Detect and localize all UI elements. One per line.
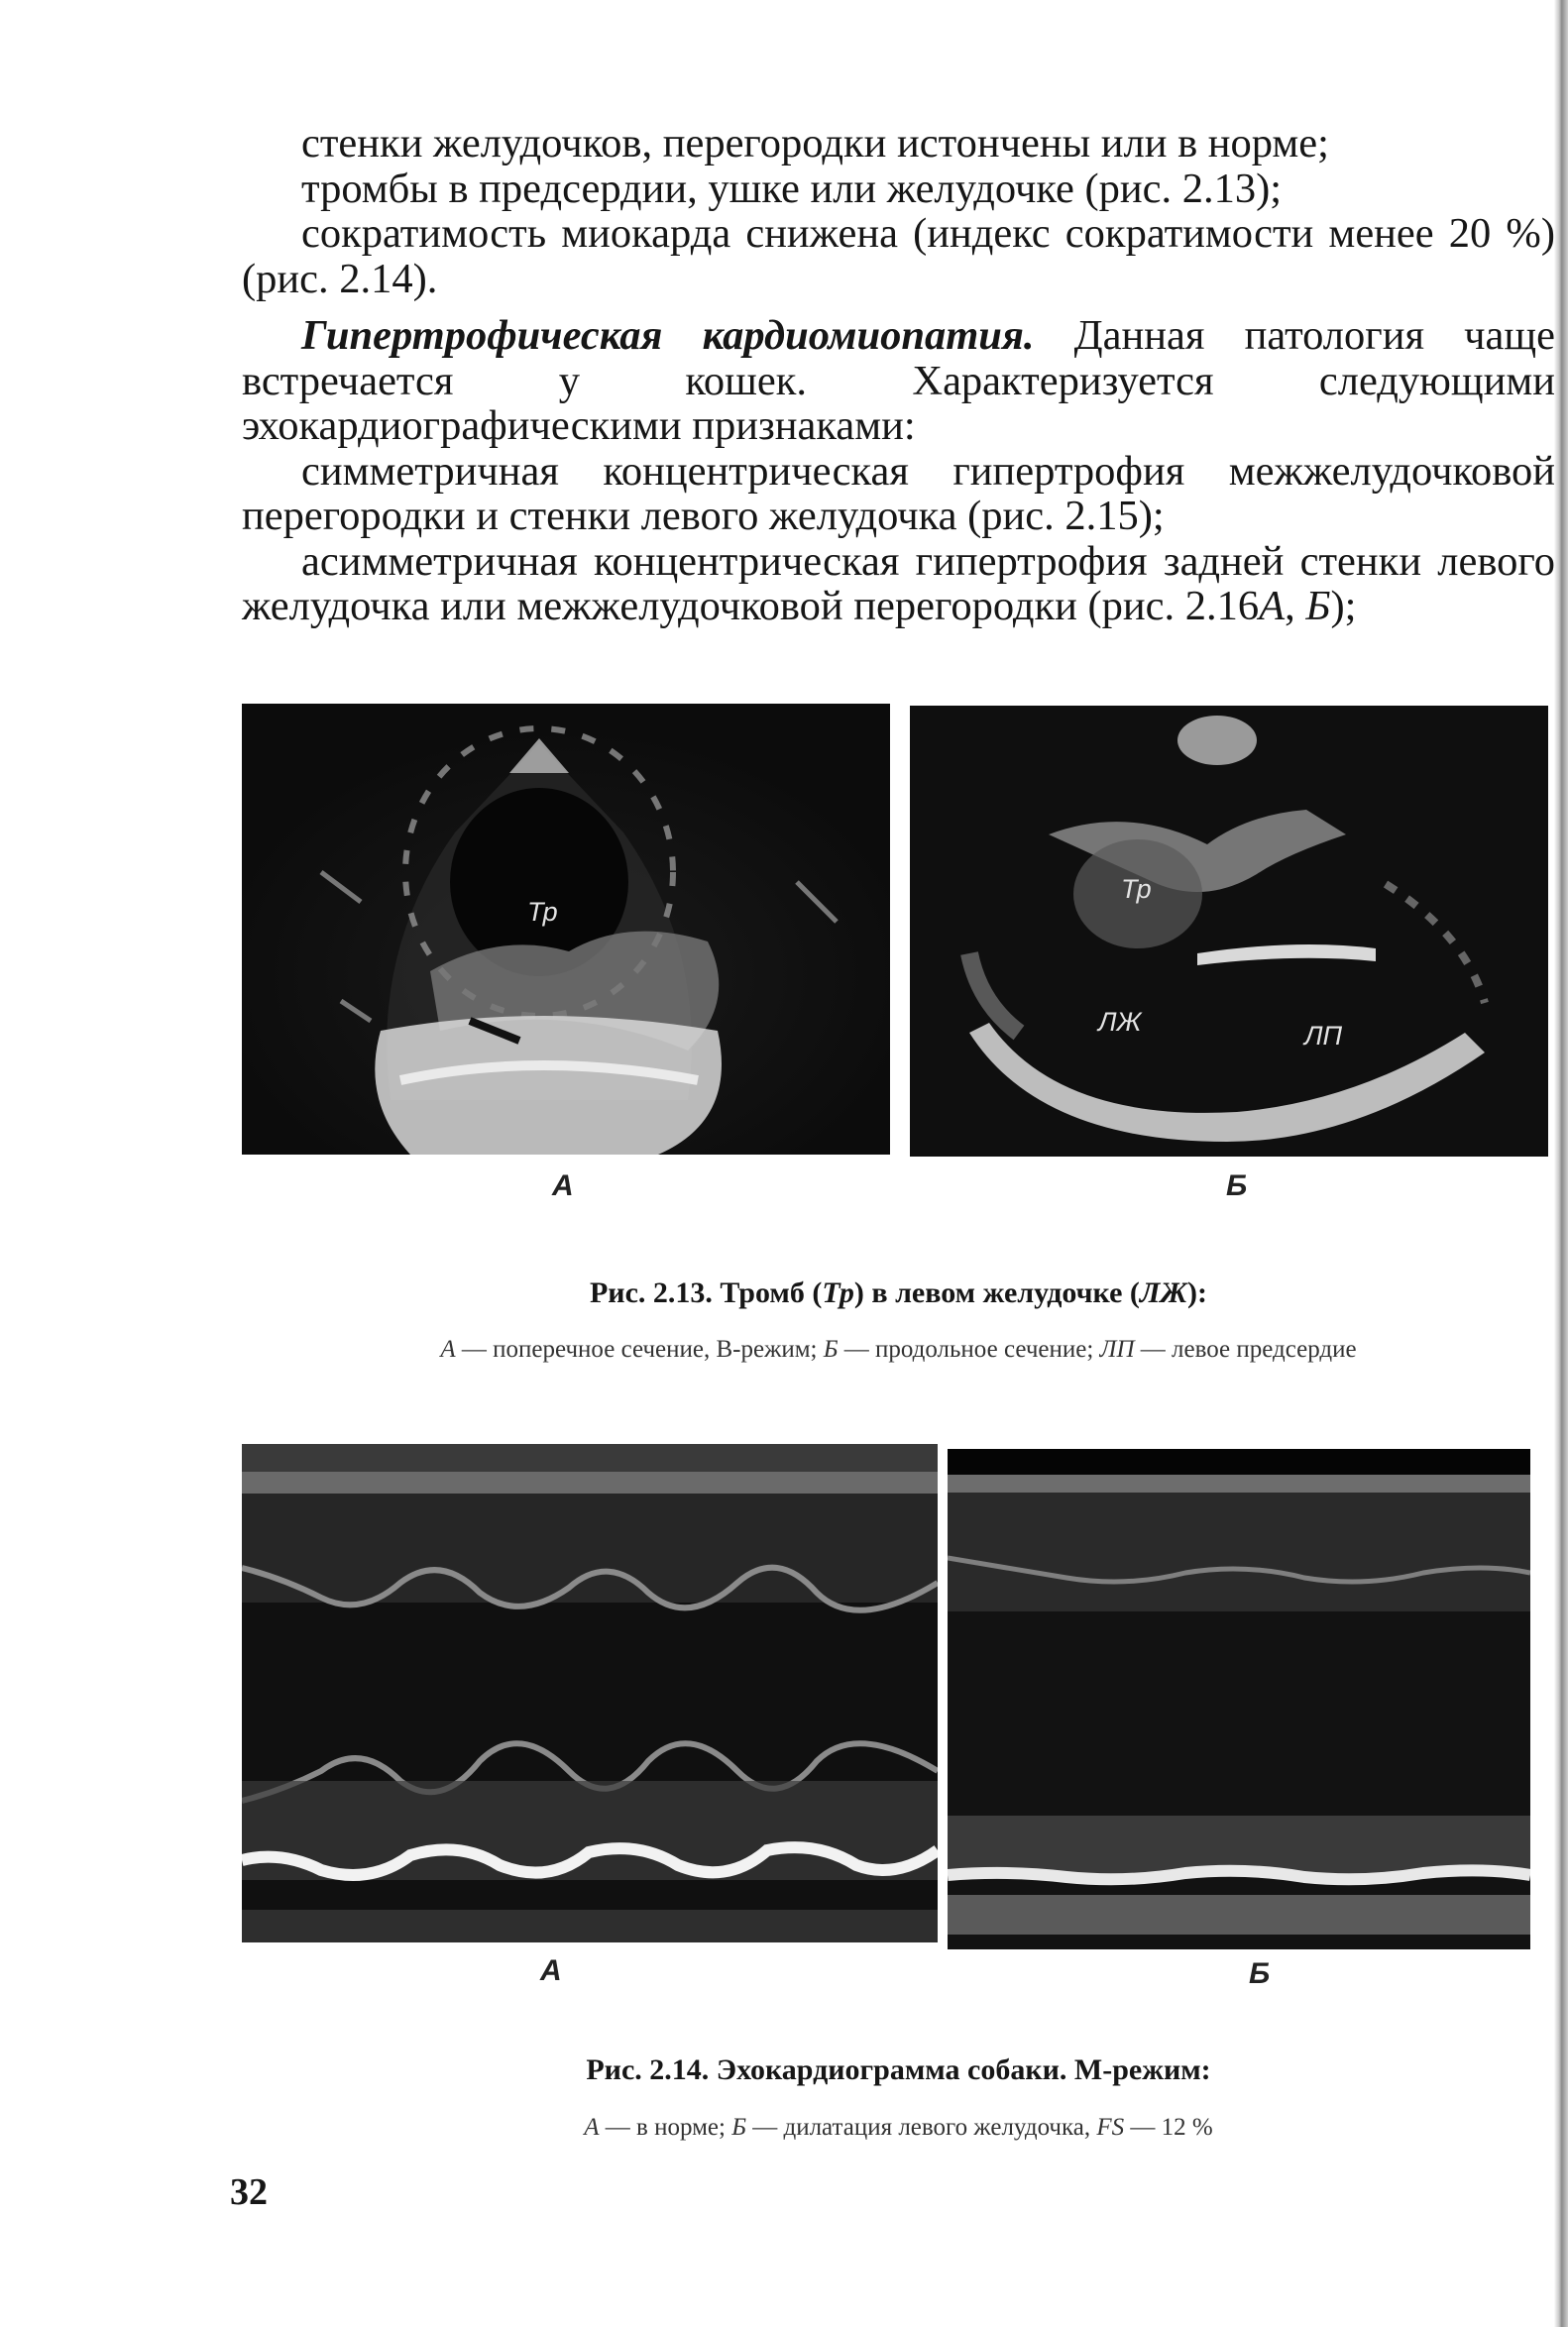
- figure-2-14-letter-a: А: [540, 1954, 562, 1987]
- note-text: — 12 %: [1124, 2114, 1213, 2141]
- paragraph-symmetric: симметричная концентрическая гипертрофия межжелудочковой перегородки и стенки левого желудочка (рис. 2.15);: [242, 447, 1555, 539]
- page-number: 32: [230, 2171, 268, 2213]
- figure-2-14-letter-b: Б: [1249, 1957, 1271, 1990]
- figure-2-14-panel-a-image: [242, 1444, 938, 1942]
- figure-2-13-letter-b: Б: [1226, 1169, 1248, 1202]
- figure-2-13-letter-a: А: [552, 1169, 574, 1202]
- body-text: [242, 121, 1555, 629]
- figure-2-13-panel-a-image: [242, 704, 890, 1155]
- note-text: — поперечное сечение, В-режим;: [455, 1336, 824, 1363]
- figure-ref-separator: ,: [1285, 583, 1306, 629]
- section-title: Гипертрофическая кардиомиопатия.: [301, 312, 1035, 359]
- section-text: Данная патология чаще встречается у кошек. Характеризуется следующими эхокардиографическими признаками:: [242, 312, 1555, 449]
- note-text: — левое предсердие: [1134, 1336, 1357, 1363]
- figure-ref-a: А: [1259, 583, 1286, 629]
- caption-part: ) в левом желудочке (: [853, 1276, 1140, 1309]
- note-letter-b: Б: [731, 2114, 746, 2141]
- figure-ref-b: Б: [1305, 583, 1331, 629]
- note-letter-a: А: [584, 2114, 600, 2141]
- figure-ref-end: );: [1330, 583, 1357, 629]
- note-letter-a: А: [440, 1336, 456, 1363]
- label-tp-b: Тр: [1121, 874, 1152, 904]
- asymmetric-text: асимметричная концентрическая гипертрофия задней стенки левого желудочка или межжелудочковой перегородки (рис. 2.16: [242, 537, 1555, 629]
- note-text: — продольное сечение;: [838, 1336, 1100, 1363]
- paragraph-thrombi: тромбы в предсердии, ушке или желудочке (рис. 2.13);: [301, 165, 1283, 212]
- caption-part: ):: [1187, 1276, 1207, 1309]
- label-lp: ЛП: [1304, 1021, 1343, 1051]
- figure-2-14-panel-b-image: [948, 1449, 1530, 1949]
- label-tp-a: Тр: [527, 897, 558, 927]
- note-text: — дилатация левого желудочка,: [745, 2114, 1097, 2141]
- note-letter-b: Б: [823, 1336, 839, 1363]
- page-edge-shadow: [1554, 0, 1568, 2327]
- note-text: — в норме;: [599, 2114, 732, 2141]
- figure-2-14-note: [242, 2114, 1555, 2142]
- caption-tp: Тр: [822, 1276, 854, 1309]
- paragraph-hcm: [242, 313, 1555, 449]
- paragraph-walls: стенки желудочков, перегородки истончены или в норме;: [301, 120, 1329, 166]
- figure-2-14-caption: Рис. 2.14. Эхокардиограмма собаки. М-режим:: [586, 2053, 1211, 2086]
- note-fs: FS: [1096, 2114, 1125, 2141]
- paragraph-asymmetric: [242, 539, 1555, 629]
- figure-2-13-caption: [242, 1276, 1555, 1310]
- caption-part: Рис. 2.13. Тромб (: [589, 1276, 823, 1309]
- caption-lzh: ЛЖ: [1139, 1276, 1188, 1309]
- figure-2-13-panel-b-image: [910, 706, 1548, 1157]
- figure-2-13-note: [242, 1336, 1555, 1364]
- label-lzh: ЛЖ: [1098, 1007, 1142, 1037]
- paragraph-contractility: сократимость миокарда снижена (индекс сократимости менее 20 %) (рис. 2.14).: [242, 210, 1555, 302]
- note-lp: ЛП: [1099, 1336, 1135, 1363]
